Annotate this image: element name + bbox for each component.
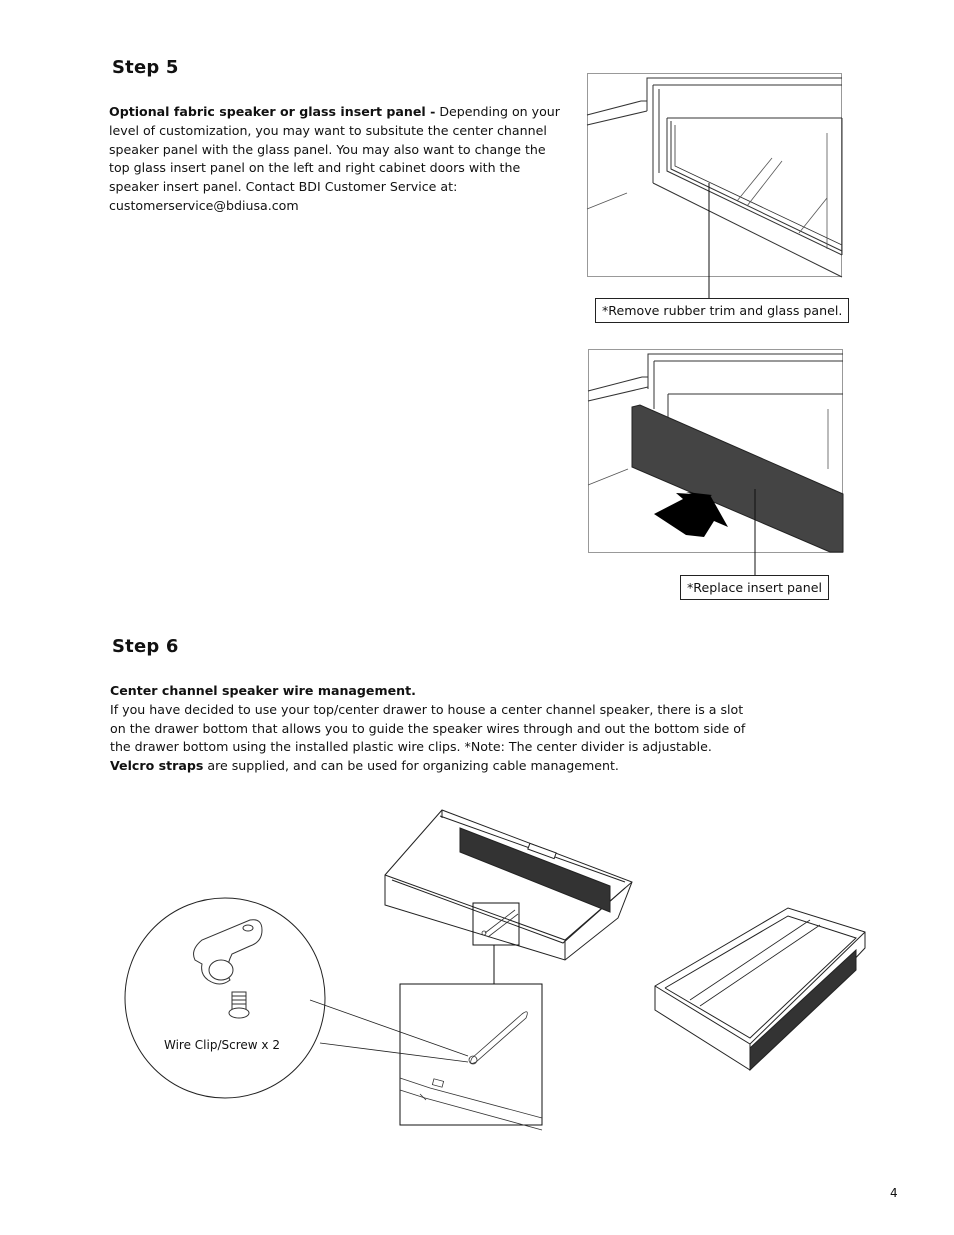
velcro-straps-text: Velcro straps <box>110 758 204 774</box>
drawer-bottom-view <box>385 810 632 960</box>
page-number: 4 <box>890 1186 898 1200</box>
step5-heading: Optional fabric speaker or glass insert panel - <box>109 104 436 119</box>
step6-body-part2: are supplied, and can be used for organizing cable management. <box>203 758 619 774</box>
wire-clip-label: Wire Clip/Screw x 2 <box>164 1038 280 1052</box>
remove-glass-illustration <box>587 73 843 278</box>
step5-paragraph <box>109 103 567 216</box>
step5-title: Step 5 <box>112 57 179 78</box>
step6-paragraph <box>110 682 760 776</box>
step6-body-part1: If you have decided to use your top/center drawer to house a center channel speaker, there is a slot on the drawer bottom that allows you to guide the speaker wires through and out the bottom side of the drawer bottom using the installed plastic wire clips. *Note: The center divider is adjustable. <box>110 701 746 755</box>
step5-body: Depending on your level of customization, you may want to subsitute the center channel speaker panel with the glass panel. You may also want to change the top glass insert panel on the left and right cabinet doors with the speaker insert panel. Contact BDI Customer Service at: customerservice@bdiusa.com <box>109 104 560 213</box>
wire-management-illustration <box>120 800 880 1135</box>
replace-panel-illustration <box>588 349 844 554</box>
step6-title: Step 6 <box>112 636 179 657</box>
step6-heading: Center channel speaker wire management. <box>110 683 416 698</box>
callout-remove-glass: *Remove rubber trim and glass panel. <box>595 298 849 323</box>
callout-replace-panel: *Replace insert panel <box>680 575 829 600</box>
drawer-top-view <box>655 908 865 1070</box>
